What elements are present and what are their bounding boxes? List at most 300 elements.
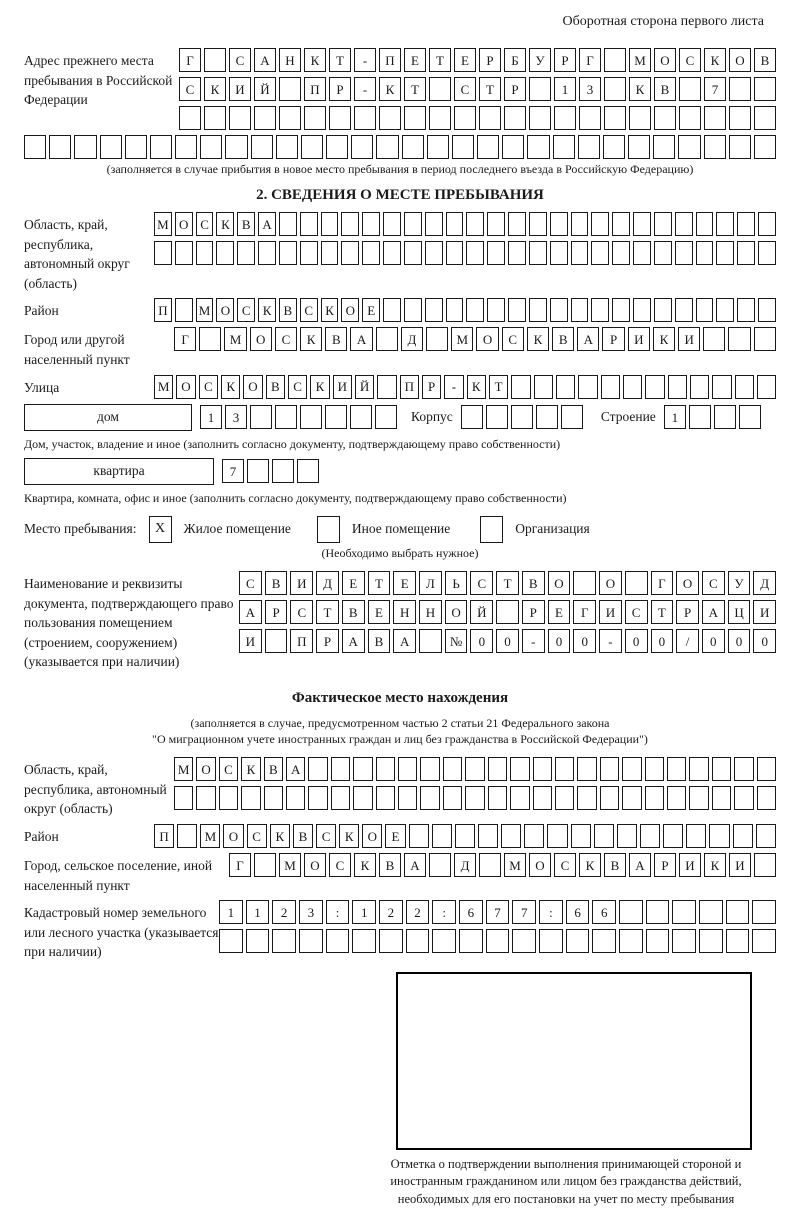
char-cell[interactable]: - xyxy=(444,375,463,399)
char-cell[interactable] xyxy=(592,929,616,953)
char-cell[interactable] xyxy=(623,375,642,399)
char-cell[interactable]: 2 xyxy=(272,900,296,924)
char-cell[interactable] xyxy=(196,786,215,810)
char-cell[interactable] xyxy=(629,106,651,130)
char-cell[interactable] xyxy=(667,786,686,810)
char-cell[interactable] xyxy=(550,298,568,322)
char-cell[interactable] xyxy=(452,135,474,159)
char-cell[interactable]: С xyxy=(196,212,214,236)
char-cell[interactable]: С xyxy=(199,375,218,399)
char-cell[interactable]: М xyxy=(154,212,172,236)
char-cell[interactable] xyxy=(487,241,505,265)
char-cell[interactable]: С xyxy=(625,600,648,624)
char-cell[interactable] xyxy=(326,929,350,953)
char-cell[interactable]: Т xyxy=(368,571,391,595)
char-cell[interactable]: Д xyxy=(401,327,423,351)
char-cell[interactable] xyxy=(737,298,755,322)
char-cell[interactable] xyxy=(689,405,711,429)
char-cell[interactable] xyxy=(264,786,283,810)
char-cell[interactable] xyxy=(654,241,672,265)
char-cell[interactable] xyxy=(508,212,526,236)
char-cell[interactable]: К xyxy=(221,375,240,399)
char-cell[interactable] xyxy=(601,375,620,399)
char-cell[interactable] xyxy=(404,212,422,236)
char-cell[interactable]: С xyxy=(679,48,701,72)
char-cell[interactable] xyxy=(714,405,736,429)
char-cell[interactable] xyxy=(689,786,708,810)
char-cell[interactable] xyxy=(754,327,776,351)
checkbox-residential[interactable]: X xyxy=(149,516,172,543)
char-cell[interactable] xyxy=(179,106,201,130)
char-cell[interactable] xyxy=(619,900,643,924)
char-cell[interactable] xyxy=(286,786,305,810)
char-cell[interactable] xyxy=(752,929,776,953)
char-cell[interactable]: М xyxy=(279,853,301,877)
char-cell[interactable]: Д xyxy=(454,853,476,877)
char-cell[interactable]: О xyxy=(304,853,326,877)
char-cell[interactable]: С xyxy=(702,571,725,595)
char-cell[interactable] xyxy=(555,786,574,810)
char-cell[interactable]: К xyxy=(653,327,675,351)
char-cell[interactable]: Б xyxy=(504,48,526,72)
char-cell[interactable] xyxy=(734,757,753,781)
char-cell[interactable]: С xyxy=(179,77,201,101)
char-cell[interactable]: Р xyxy=(554,48,576,72)
char-cell[interactable]: М xyxy=(196,298,214,322)
char-cell[interactable] xyxy=(645,375,664,399)
char-cell[interactable]: Г xyxy=(651,571,674,595)
char-cell[interactable]: Г xyxy=(579,48,601,72)
char-cell[interactable] xyxy=(308,786,327,810)
char-cell[interactable] xyxy=(325,405,347,429)
char-cell[interactable]: О xyxy=(223,824,243,848)
char-cell[interactable]: : xyxy=(326,900,350,924)
char-cell[interactable] xyxy=(254,106,276,130)
char-cell[interactable] xyxy=(496,600,519,624)
char-cell[interactable] xyxy=(726,900,750,924)
char-cell[interactable]: В xyxy=(342,600,365,624)
char-cell[interactable] xyxy=(455,824,475,848)
char-cell[interactable]: 3 xyxy=(299,900,323,924)
char-cell[interactable] xyxy=(487,212,505,236)
char-cell[interactable] xyxy=(427,135,449,159)
char-cell[interactable]: А xyxy=(350,327,372,351)
char-cell[interactable]: М xyxy=(504,853,526,877)
char-cell[interactable] xyxy=(479,853,501,877)
char-cell[interactable] xyxy=(547,824,567,848)
char-cell[interactable]: 1 xyxy=(352,900,376,924)
char-cell[interactable]: С xyxy=(502,327,524,351)
char-cell[interactable] xyxy=(279,77,301,101)
char-cell[interactable] xyxy=(696,212,714,236)
char-cell[interactable] xyxy=(379,929,403,953)
char-cell[interactable] xyxy=(154,241,172,265)
apartment-type-box[interactable]: квартира xyxy=(24,458,214,485)
char-cell[interactable] xyxy=(622,757,641,781)
char-cell[interactable]: В xyxy=(552,327,574,351)
char-cell[interactable]: : xyxy=(539,900,563,924)
char-cell[interactable]: А xyxy=(286,757,305,781)
char-cell[interactable]: № xyxy=(445,629,468,653)
char-cell[interactable] xyxy=(175,298,193,322)
char-cell[interactable] xyxy=(756,824,776,848)
char-cell[interactable]: И xyxy=(628,327,650,351)
char-cell[interactable]: Т xyxy=(404,77,426,101)
char-cell[interactable] xyxy=(529,241,547,265)
char-cell[interactable]: В xyxy=(368,629,391,653)
char-cell[interactable]: 0 xyxy=(496,629,519,653)
char-cell[interactable] xyxy=(579,106,601,130)
char-cell[interactable] xyxy=(379,106,401,130)
char-cell[interactable]: В xyxy=(293,824,313,848)
char-cell[interactable]: В xyxy=(754,48,776,72)
char-cell[interactable] xyxy=(196,241,214,265)
char-cell[interactable] xyxy=(446,241,464,265)
char-cell[interactable]: 7 xyxy=(222,459,244,483)
char-cell[interactable] xyxy=(726,929,750,953)
char-cell[interactable]: 0 xyxy=(702,629,725,653)
char-cell[interactable] xyxy=(735,375,754,399)
char-cell[interactable] xyxy=(737,212,755,236)
char-cell[interactable]: А xyxy=(404,853,426,877)
char-cell[interactable]: К xyxy=(321,298,339,322)
char-cell[interactable]: А xyxy=(239,600,262,624)
char-cell[interactable]: О xyxy=(654,48,676,72)
char-cell[interactable] xyxy=(757,786,776,810)
char-cell[interactable]: Т xyxy=(329,48,351,72)
char-cell[interactable]: И xyxy=(678,327,700,351)
char-cell[interactable]: К xyxy=(704,853,726,877)
char-cell[interactable]: О xyxy=(216,298,234,322)
char-cell[interactable]: 3 xyxy=(225,405,247,429)
char-cell[interactable]: С xyxy=(316,824,336,848)
char-cell[interactable] xyxy=(524,824,544,848)
char-cell[interactable]: К xyxy=(527,327,549,351)
char-cell[interactable] xyxy=(604,48,626,72)
char-cell[interactable] xyxy=(529,106,551,130)
char-cell[interactable] xyxy=(571,824,591,848)
char-cell[interactable] xyxy=(487,298,505,322)
char-cell[interactable] xyxy=(301,135,323,159)
char-cell[interactable] xyxy=(633,241,651,265)
char-cell[interactable] xyxy=(527,135,549,159)
char-cell[interactable] xyxy=(321,241,339,265)
char-cell[interactable]: 0 xyxy=(548,629,571,653)
char-cell[interactable] xyxy=(279,106,301,130)
char-cell[interactable] xyxy=(604,106,626,130)
char-cell[interactable] xyxy=(465,757,484,781)
char-cell[interactable]: С xyxy=(454,77,476,101)
char-cell[interactable]: Р xyxy=(329,77,351,101)
char-cell[interactable]: К xyxy=(270,824,290,848)
char-cell[interactable]: С xyxy=(247,824,267,848)
char-cell[interactable] xyxy=(556,375,575,399)
char-cell[interactable]: П xyxy=(154,824,174,848)
char-cell[interactable] xyxy=(729,135,751,159)
char-cell[interactable] xyxy=(300,212,318,236)
char-cell[interactable] xyxy=(594,824,614,848)
char-cell[interactable]: С xyxy=(237,298,255,322)
char-cell[interactable]: К xyxy=(379,77,401,101)
char-cell[interactable] xyxy=(555,757,574,781)
char-cell[interactable] xyxy=(754,106,776,130)
char-cell[interactable] xyxy=(577,757,596,781)
char-cell[interactable] xyxy=(454,106,476,130)
char-cell[interactable] xyxy=(300,241,318,265)
char-cell[interactable] xyxy=(653,135,675,159)
char-cell[interactable]: П xyxy=(400,375,419,399)
char-cell[interactable] xyxy=(477,135,499,159)
char-cell[interactable] xyxy=(299,929,323,953)
char-cell[interactable] xyxy=(250,405,272,429)
char-cell[interactable] xyxy=(612,298,630,322)
char-cell[interactable]: Г xyxy=(174,327,196,351)
char-cell[interactable] xyxy=(376,786,395,810)
char-cell[interactable]: Д xyxy=(316,571,339,595)
char-cell[interactable]: 0 xyxy=(651,629,674,653)
char-cell[interactable] xyxy=(432,824,452,848)
char-cell[interactable] xyxy=(712,786,731,810)
char-cell[interactable] xyxy=(504,106,526,130)
char-cell[interactable] xyxy=(461,405,483,429)
char-cell[interactable]: 7 xyxy=(512,900,536,924)
char-cell[interactable] xyxy=(646,900,670,924)
char-cell[interactable] xyxy=(351,135,373,159)
char-cell[interactable] xyxy=(690,375,709,399)
char-cell[interactable] xyxy=(603,135,625,159)
char-cell[interactable]: С xyxy=(470,571,493,595)
char-cell[interactable] xyxy=(241,786,260,810)
char-cell[interactable] xyxy=(446,298,464,322)
char-cell[interactable] xyxy=(383,212,401,236)
char-cell[interactable] xyxy=(279,241,297,265)
char-cell[interactable] xyxy=(246,929,270,953)
char-cell[interactable]: В xyxy=(264,757,283,781)
char-cell[interactable]: М xyxy=(200,824,220,848)
char-cell[interactable] xyxy=(663,824,683,848)
char-cell[interactable]: Е xyxy=(368,600,391,624)
char-cell[interactable] xyxy=(420,757,439,781)
char-cell[interactable] xyxy=(672,900,696,924)
char-cell[interactable]: П xyxy=(154,298,172,322)
char-cell[interactable] xyxy=(704,106,726,130)
char-cell[interactable] xyxy=(536,405,558,429)
char-cell[interactable] xyxy=(350,405,372,429)
char-cell[interactable] xyxy=(729,77,751,101)
char-cell[interactable] xyxy=(501,824,521,848)
char-cell[interactable]: 1 xyxy=(219,900,243,924)
char-cell[interactable] xyxy=(216,241,234,265)
char-cell[interactable]: : xyxy=(432,900,456,924)
char-cell[interactable] xyxy=(604,77,626,101)
char-cell[interactable]: Ь xyxy=(445,571,468,595)
char-cell[interactable]: А xyxy=(577,327,599,351)
char-cell[interactable]: М xyxy=(174,757,193,781)
char-cell[interactable] xyxy=(272,459,294,483)
char-cell[interactable] xyxy=(550,241,568,265)
char-cell[interactable] xyxy=(402,135,424,159)
char-cell[interactable] xyxy=(446,212,464,236)
char-cell[interactable]: К xyxy=(241,757,260,781)
char-cell[interactable]: В xyxy=(237,212,255,236)
char-cell[interactable]: - xyxy=(522,629,545,653)
char-cell[interactable] xyxy=(510,757,529,781)
char-cell[interactable] xyxy=(571,241,589,265)
char-cell[interactable]: Д xyxy=(753,571,776,595)
char-cell[interactable] xyxy=(200,135,222,159)
char-cell[interactable] xyxy=(617,824,637,848)
char-cell[interactable] xyxy=(511,405,533,429)
char-cell[interactable] xyxy=(675,241,693,265)
char-cell[interactable]: К xyxy=(300,327,322,351)
char-cell[interactable]: С xyxy=(275,327,297,351)
char-cell[interactable]: 6 xyxy=(459,900,483,924)
char-cell[interactable] xyxy=(429,106,451,130)
char-cell[interactable] xyxy=(511,375,530,399)
char-cell[interactable] xyxy=(679,77,701,101)
char-cell[interactable] xyxy=(486,929,510,953)
char-cell[interactable]: Й xyxy=(254,77,276,101)
char-cell[interactable] xyxy=(757,375,776,399)
char-cell[interactable] xyxy=(49,135,71,159)
char-cell[interactable] xyxy=(425,298,443,322)
char-cell[interactable]: К xyxy=(304,48,326,72)
char-cell[interactable] xyxy=(225,135,247,159)
char-cell[interactable] xyxy=(265,629,288,653)
char-cell[interactable] xyxy=(466,298,484,322)
char-cell[interactable] xyxy=(703,327,725,351)
char-cell[interactable] xyxy=(654,298,672,322)
char-cell[interactable] xyxy=(561,405,583,429)
char-cell[interactable] xyxy=(443,757,462,781)
char-cell[interactable] xyxy=(341,212,359,236)
char-cell[interactable]: Н xyxy=(393,600,416,624)
char-cell[interactable] xyxy=(734,786,753,810)
char-cell[interactable] xyxy=(404,106,426,130)
char-cell[interactable] xyxy=(326,135,348,159)
char-cell[interactable] xyxy=(425,241,443,265)
char-cell[interactable]: С xyxy=(288,375,307,399)
char-cell[interactable]: Н xyxy=(419,600,442,624)
char-cell[interactable]: Р xyxy=(522,600,545,624)
char-cell[interactable]: С xyxy=(229,48,251,72)
char-cell[interactable] xyxy=(308,757,327,781)
char-cell[interactable] xyxy=(425,212,443,236)
char-cell[interactable] xyxy=(479,106,501,130)
char-cell[interactable] xyxy=(654,212,672,236)
char-cell[interactable] xyxy=(550,212,568,236)
char-cell[interactable]: - xyxy=(599,629,622,653)
char-cell[interactable] xyxy=(739,405,761,429)
char-cell[interactable] xyxy=(699,900,723,924)
char-cell[interactable] xyxy=(709,824,729,848)
char-cell[interactable]: А xyxy=(258,212,276,236)
char-cell[interactable] xyxy=(612,212,630,236)
char-cell[interactable]: И xyxy=(290,571,313,595)
char-cell[interactable] xyxy=(529,298,547,322)
char-cell[interactable] xyxy=(199,327,221,351)
char-cell[interactable] xyxy=(729,106,751,130)
char-cell[interactable]: 0 xyxy=(573,629,596,653)
char-cell[interactable] xyxy=(533,786,552,810)
char-cell[interactable] xyxy=(24,135,46,159)
char-cell[interactable]: 6 xyxy=(592,900,616,924)
char-cell[interactable] xyxy=(375,405,397,429)
char-cell[interactable]: С xyxy=(329,853,351,877)
char-cell[interactable] xyxy=(488,757,507,781)
char-cell[interactable]: П xyxy=(304,77,326,101)
char-cell[interactable] xyxy=(591,212,609,236)
char-cell[interactable] xyxy=(675,298,693,322)
char-cell[interactable] xyxy=(728,327,750,351)
char-cell[interactable]: Е xyxy=(404,48,426,72)
char-cell[interactable] xyxy=(204,106,226,130)
char-cell[interactable] xyxy=(429,77,451,101)
char-cell[interactable]: К xyxy=(310,375,329,399)
char-cell[interactable]: И xyxy=(729,853,751,877)
char-cell[interactable] xyxy=(619,929,643,953)
char-cell[interactable]: Е xyxy=(548,600,571,624)
char-cell[interactable] xyxy=(175,241,193,265)
char-cell[interactable] xyxy=(529,212,547,236)
char-cell[interactable] xyxy=(376,135,398,159)
checkbox-organization[interactable] xyxy=(480,516,503,543)
char-cell[interactable]: У xyxy=(529,48,551,72)
char-cell[interactable]: Р xyxy=(422,375,441,399)
char-cell[interactable] xyxy=(712,375,731,399)
char-cell[interactable]: П xyxy=(379,48,401,72)
char-cell[interactable]: У xyxy=(728,571,751,595)
char-cell[interactable]: Р xyxy=(602,327,624,351)
char-cell[interactable]: - xyxy=(354,77,376,101)
char-cell[interactable]: О xyxy=(729,48,751,72)
char-cell[interactable]: К xyxy=(467,375,486,399)
char-cell[interactable] xyxy=(354,106,376,130)
char-cell[interactable]: Ц xyxy=(728,600,751,624)
char-cell[interactable] xyxy=(679,106,701,130)
char-cell[interactable] xyxy=(667,757,686,781)
char-cell[interactable]: 0 xyxy=(470,629,493,653)
char-cell[interactable] xyxy=(251,135,273,159)
house-type-box[interactable]: дом xyxy=(24,404,192,431)
char-cell[interactable] xyxy=(716,298,734,322)
char-cell[interactable]: Т xyxy=(489,375,508,399)
char-cell[interactable] xyxy=(628,135,650,159)
char-cell[interactable]: 0 xyxy=(753,629,776,653)
char-cell[interactable] xyxy=(177,824,197,848)
char-cell[interactable] xyxy=(752,900,776,924)
char-cell[interactable] xyxy=(571,298,589,322)
char-cell[interactable] xyxy=(633,212,651,236)
char-cell[interactable] xyxy=(419,629,442,653)
char-cell[interactable] xyxy=(466,241,484,265)
char-cell[interactable] xyxy=(488,786,507,810)
char-cell[interactable]: В xyxy=(654,77,676,101)
char-cell[interactable]: С xyxy=(290,600,313,624)
char-cell[interactable]: Р xyxy=(676,600,699,624)
char-cell[interactable]: О xyxy=(599,571,622,595)
char-cell[interactable] xyxy=(699,929,723,953)
char-cell[interactable] xyxy=(654,106,676,130)
char-cell[interactable] xyxy=(672,929,696,953)
char-cell[interactable]: К xyxy=(704,48,726,72)
char-cell[interactable]: О xyxy=(175,212,193,236)
char-cell[interactable]: К xyxy=(216,212,234,236)
char-cell[interactable]: Н xyxy=(279,48,301,72)
char-cell[interactable] xyxy=(758,241,776,265)
char-cell[interactable] xyxy=(237,241,255,265)
char-cell[interactable]: 7 xyxy=(704,77,726,101)
